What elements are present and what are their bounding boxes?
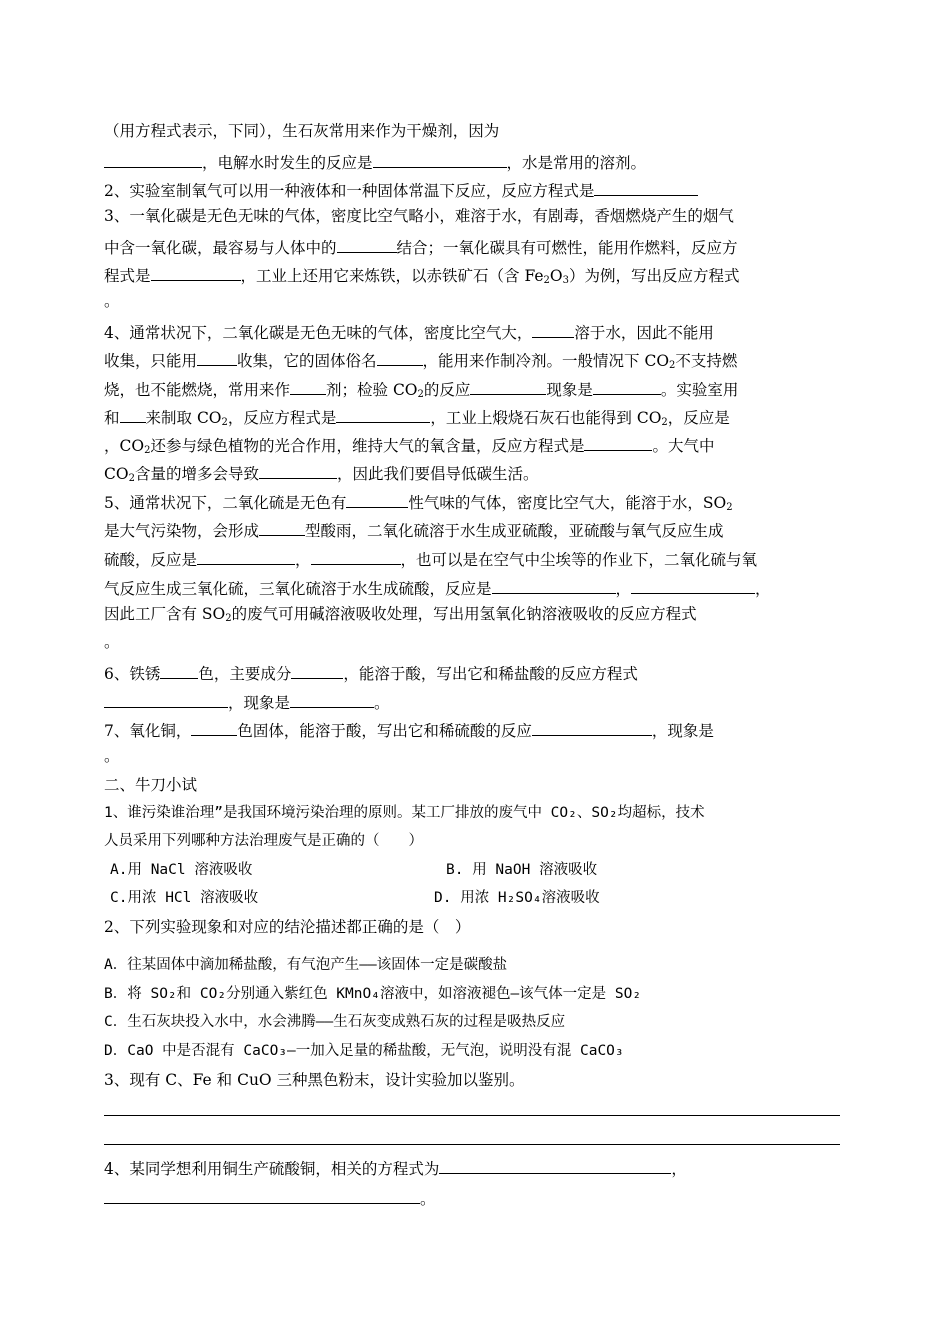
text-line [104, 150, 646, 173]
text: ）为例，写出反应方程式 [569, 267, 740, 285]
question-5 [104, 490, 733, 513]
text: ，反应是 [667, 409, 730, 427]
text: 的反应 [423, 381, 471, 399]
question-3 [104, 206, 734, 226]
answer-blank[interactable] [191, 718, 237, 736]
text: 不支持燃 [675, 352, 738, 370]
text: 结合；一氧化碳具有可燃性，能用作燃料，反应方 [396, 239, 738, 257]
answer-blank[interactable] [492, 576, 616, 594]
text-line [104, 831, 423, 851]
section-heading [104, 775, 197, 795]
answer-blank[interactable] [120, 405, 146, 423]
text: 3、现有 C、Fe 和 CuO 三种黑色粉末，设计实验加以鉴别。 [104, 1071, 525, 1089]
text: 1、谁污染谁治理”是我国环境污染治理的原则。某工厂排放的废气中 CO₂、SO₂均超标，技术 [104, 805, 705, 821]
mc-question-1 [104, 803, 705, 823]
answer-blank[interactable] [532, 718, 652, 736]
text-line [104, 348, 737, 371]
text: 来制取 CO [145, 409, 222, 427]
text: ，CO [104, 437, 145, 455]
text: ，工业上煅烧石灰石也能得到 CO [430, 409, 662, 427]
answer-blank[interactable] [290, 690, 374, 708]
text: C.用浓 HCl 溶液吸收 [110, 890, 259, 906]
answer-blank[interactable] [532, 320, 574, 338]
text-line [104, 547, 757, 570]
answer-blank[interactable] [439, 1156, 671, 1174]
text-line [104, 291, 120, 311]
text: 因此工厂含有 SO [104, 605, 226, 623]
text: ，电解水时发生的反应是 [202, 154, 373, 172]
text-line [104, 405, 730, 428]
answer-blank[interactable] [373, 150, 507, 168]
text: ，反应方程式是 [227, 409, 337, 427]
option-b[interactable] [104, 984, 641, 1004]
answer-blank[interactable] [337, 235, 397, 253]
answer-blank[interactable] [311, 547, 401, 565]
subscript: 3 [562, 275, 569, 286]
text: D. 用浓 H₂SO₄溶液吸收 [434, 890, 600, 906]
text: ，工业上还用它来炼铁，以赤铁矿石（含 Fe [240, 267, 544, 285]
question-3-design [104, 1070, 525, 1090]
answer-blank[interactable] [197, 547, 295, 565]
text: 。 [104, 633, 120, 651]
text: 。大气中 [652, 437, 715, 455]
text: 。 [420, 1190, 436, 1208]
text: 剂；检验 CO [326, 381, 418, 399]
subscript: 2 [669, 360, 676, 371]
subscript: 2 [661, 417, 668, 428]
text-line [104, 604, 697, 624]
text: ，水是常用的溶剂。 [506, 154, 647, 172]
subscript: 2 [144, 445, 151, 456]
subscript: 2 [417, 389, 424, 400]
question-2 [104, 178, 698, 201]
text-line [104, 690, 390, 713]
option-d[interactable] [434, 888, 600, 908]
text: A．往某固体中滴加稀盐酸，有气泡产生——该固体一定是碳酸盐 [104, 957, 508, 973]
text: 6、铁锈 [104, 665, 161, 683]
text: 的废气可用碱溶液吸收处理，写出用氢氧化钠溶液吸收的反应方程式 [231, 605, 697, 623]
text: 现象是 [546, 381, 593, 399]
answer-blank[interactable] [377, 348, 423, 366]
text: 性气味的气体，密度比空气大，能溶于水，SO [408, 494, 727, 512]
text: A.用 NaCl 溶液吸收 [110, 862, 253, 878]
answer-blank[interactable] [104, 690, 228, 708]
answer-blank[interactable] [594, 178, 698, 196]
answer-blank[interactable] [470, 377, 546, 395]
text-line [104, 518, 724, 541]
text: ， [671, 1160, 687, 1178]
answer-blank[interactable] [336, 405, 430, 423]
question-7 [104, 718, 714, 741]
text: 。实验室用 [660, 381, 739, 399]
text: ，现象是 [228, 694, 291, 712]
answer-blank[interactable] [151, 263, 241, 281]
text: ，也可以是在空气中尘埃等的作业下，二氧化硫与氧 [400, 551, 758, 569]
text: 和 [104, 409, 120, 427]
subscript: 2 [221, 417, 228, 428]
text: 。 [374, 694, 390, 712]
option-d[interactable] [104, 1041, 624, 1061]
text: 收集，只能用 [104, 352, 198, 370]
text: 色固体，能溶于酸，写出它和稀硫酸的反应 [237, 722, 532, 740]
answer-blank[interactable] [104, 150, 202, 168]
text: B．将 SO₂和 CO₂分别通入紫红色 KMnO₄溶液中，如溶液褪色—该气体一定是 SO₂ [104, 986, 642, 1002]
text: 收集，它的固体俗名 [237, 352, 377, 370]
answer-blank[interactable] [291, 661, 343, 679]
text: ， [295, 551, 311, 569]
text: 中含一氧化碳，最容易与人体中的 [104, 239, 337, 257]
answer-blank[interactable] [584, 433, 652, 451]
text-line [104, 433, 714, 456]
text: CO [104, 465, 129, 483]
question-6 [104, 661, 638, 684]
text-line [104, 1186, 436, 1209]
text: O [549, 267, 563, 285]
answer-blank[interactable] [631, 576, 755, 594]
text: 二、牛刀小试 [104, 776, 198, 794]
text: ，因此我们要倡导低碳生活。 [336, 465, 539, 483]
text: B. 用 NaOH 溶液吸收 [446, 862, 598, 878]
option-c[interactable] [110, 888, 258, 908]
answer-blank[interactable] [346, 490, 408, 508]
text-line [104, 263, 740, 286]
subscript: 2 [726, 502, 733, 513]
text-line [104, 461, 538, 484]
text-line [104, 632, 120, 652]
text-line [104, 377, 738, 400]
text-line [104, 235, 738, 258]
text: ， [615, 580, 632, 598]
text-line [104, 746, 120, 766]
text: 人员采用下列哪种方法治理废气是正确的（ ） [104, 833, 423, 849]
text: 4、某同学想利用铜生产硫酸铜，相关的方程式为 [104, 1160, 440, 1178]
question-4-copper [104, 1156, 687, 1179]
option-b[interactable] [446, 860, 597, 880]
subscript: 2 [128, 473, 135, 484]
text: （用方程式表示，下同），生石灰常用来作为干燥剂，因为 [104, 122, 500, 140]
text: 硫酸，反应是 [104, 551, 198, 569]
subscript: 2 [543, 275, 550, 286]
answer-blank[interactable] [290, 377, 326, 395]
text: 4、通常状况下，二氧化碳是无色无味的气体，密度比空气大， [104, 324, 533, 342]
text: 7、氧化铜， [104, 722, 192, 740]
answer-line[interactable] [104, 1144, 840, 1145]
text: 溶于水，因此不能用 [574, 324, 714, 342]
answer-blank[interactable] [160, 661, 198, 679]
text: 含量的增多会导致 [134, 465, 259, 483]
text: 3、一氧化碳是无色无味的气体，密度比空气略小，难溶于水，有剧毒，香烟燃烧产生的烟气 [104, 207, 734, 225]
text: D．CaO 中是否混有 CaCO₃—一加入足量的稀盐酸，无气泡，说明没有混 CaCO₃ [104, 1043, 624, 1059]
text: 还参与绿色植物的光合作用，维持大气的氧含量，反应方程式是 [150, 437, 585, 455]
text: 色，主要成分 [198, 665, 292, 683]
text-line [104, 121, 499, 141]
text: ，能用来作制冷剂。一般情况下 CO [422, 352, 670, 370]
text: 2、实验室制氧气可以用一种液体和一种固体常温下反应，反应方程式是 [104, 182, 595, 200]
mc-question-2 [104, 917, 470, 937]
text-line [104, 576, 771, 599]
text: 。 [104, 747, 120, 765]
answer-blank[interactable] [259, 518, 305, 536]
text: ，能溶于酸，写出它和稀盐酸的反应方程式 [343, 665, 638, 683]
answer-blank[interactable] [104, 1186, 420, 1204]
answer-blank[interactable] [197, 348, 237, 366]
text: 是大气污染物，会形成 [104, 522, 260, 540]
option-a[interactable] [110, 860, 252, 880]
text: 烧，也不能燃烧，常用来作 [104, 381, 291, 399]
text: 型酸雨，二氧化硫溶于水生成亚硫酸，亚硫酸与氧气反应生成 [305, 522, 724, 540]
text: 。 [104, 292, 120, 310]
text: 程式是 [104, 267, 151, 285]
text: C．生石灰块投入水中，水会沸腾——生石灰变成熟石灰的过程是吸热反应 [104, 1014, 566, 1030]
question-4 [104, 320, 714, 343]
text: 5、通常状况下，二氧化硫是无色有 [104, 494, 347, 512]
answer-line[interactable] [104, 1115, 840, 1116]
text: ，现象是 [651, 722, 714, 740]
option-c[interactable] [104, 1012, 565, 1032]
text: ， [755, 580, 771, 598]
option-a[interactable] [104, 955, 507, 975]
answer-blank[interactable] [259, 461, 337, 479]
answer-blank[interactable] [593, 377, 661, 395]
subscript: 2 [225, 613, 232, 624]
text: 2、下列实验现象和对应的结沦描述都正确的是（ ） [104, 918, 471, 936]
text: 气反应生成三氧化硫，三氧化硫溶于水生成硫酸，反应是 [104, 580, 492, 598]
